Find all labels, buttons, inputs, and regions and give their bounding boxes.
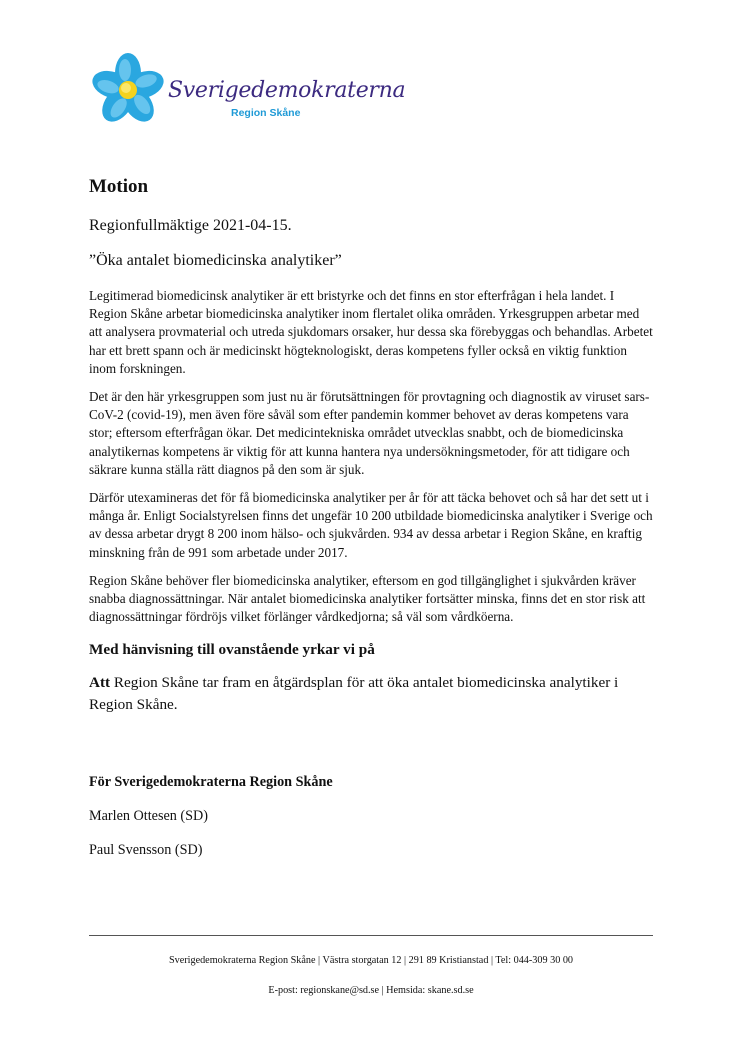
request-text: Region Skåne tar fram en åtgärdsplan för att öka antalet biomedicinska analytiker i Region Skåne. xyxy=(89,674,619,714)
party-logo xyxy=(90,50,406,132)
paragraph-3: Därför utexamineras det för få biomedicinska analytiker per år för att täcka behovet och så har det sett ut i många år. Enligt Socialstyrelsen finns det ungefär 10 200 utbildade biomedicinska analytiker i Sverige och av dessa arbetar drygt 8 200 inom hälso- och sjukvården. 934 av dessa arbetar i Region Skåne, en kraftig minskning från de 991 som arbetade under 2017. xyxy=(89,490,653,560)
signer-1: Marlen Ottesen (SD) xyxy=(89,808,208,825)
paragraph-2: Det är den här yrkesgruppen som just nu är förutsättningen för provtagning och diagnostik av viruset sars-CoV-2 (covid-19), men även före såväl som efter pandemin kommer behovet av deras kompetens vara stor; eftersom efterfrågan ökar. Det medicintekniska området utvecklas snabbt, och de biomedicinska analytikernas kompetens är viktig för att kunna hantera nya undersökningsmetoder, för att tidigare och säkrare kunna ställa rätt diagnos på den som är sjuk. xyxy=(89,389,650,477)
signoff-line: För Sverigedemokraterna Region Skåne xyxy=(89,774,333,791)
flower-icon xyxy=(90,50,172,132)
request-heading: Med hänvisning till ovanstående yrkar vi på xyxy=(89,641,375,659)
document-title: Motion xyxy=(89,176,149,197)
request-clause xyxy=(89,672,654,716)
paragraph-4: Region Skåne behöver fler biomedicinska analytiker, eftersom en god tillgänglighet i sjukvården kräver snabba diagnossättningar. När antalet biomedicinska analytiker fortsätter minska, finns det en stor risk att diagnossättningar fördröjs vilket förlänger vårdkedjorna; så väl som vårdköerna. xyxy=(89,572,646,625)
logo-region: Region Skåne xyxy=(231,107,301,119)
motion-title: ”Öka antalet biomedicinska analytiker” xyxy=(89,252,342,269)
footer-address: Sverigedemokraterna Region Skåne | Västra storgatan 12 | 291 89 Kristianstad | Tel: 044-309 30 00 xyxy=(168,955,574,966)
paragraph-1: Legitimerad biomedicinsk analytiker är ett bristyrke och det finns en stor efterfrågan i hela landet. I Region Skåne arbetar biomedicinska analytiker inom flertalet olika områden. Yrkesgruppen arbetar med att analysera provmaterial och utreda sjukdomars orsaker, hur dessa ska förebyggas och behandlas. Arbetet har ett brett spann och är medicinskt högteknologiskt, deras kompetens fyller också en viktig funktion inom forskningen. xyxy=(89,288,653,376)
meeting-line: Regionfullmäktige 2021-04-15. xyxy=(89,217,292,234)
request-keyword: Att xyxy=(89,674,111,692)
signer-2: Paul Svensson (SD) xyxy=(89,842,203,859)
document-body xyxy=(89,175,654,874)
footer-contact: E-post: regionskane@sd.se | Hemsida: skane.sd.se xyxy=(268,985,474,996)
footer-divider xyxy=(89,935,653,936)
logo-wordmark: Sverigedemokraterna xyxy=(168,78,406,103)
